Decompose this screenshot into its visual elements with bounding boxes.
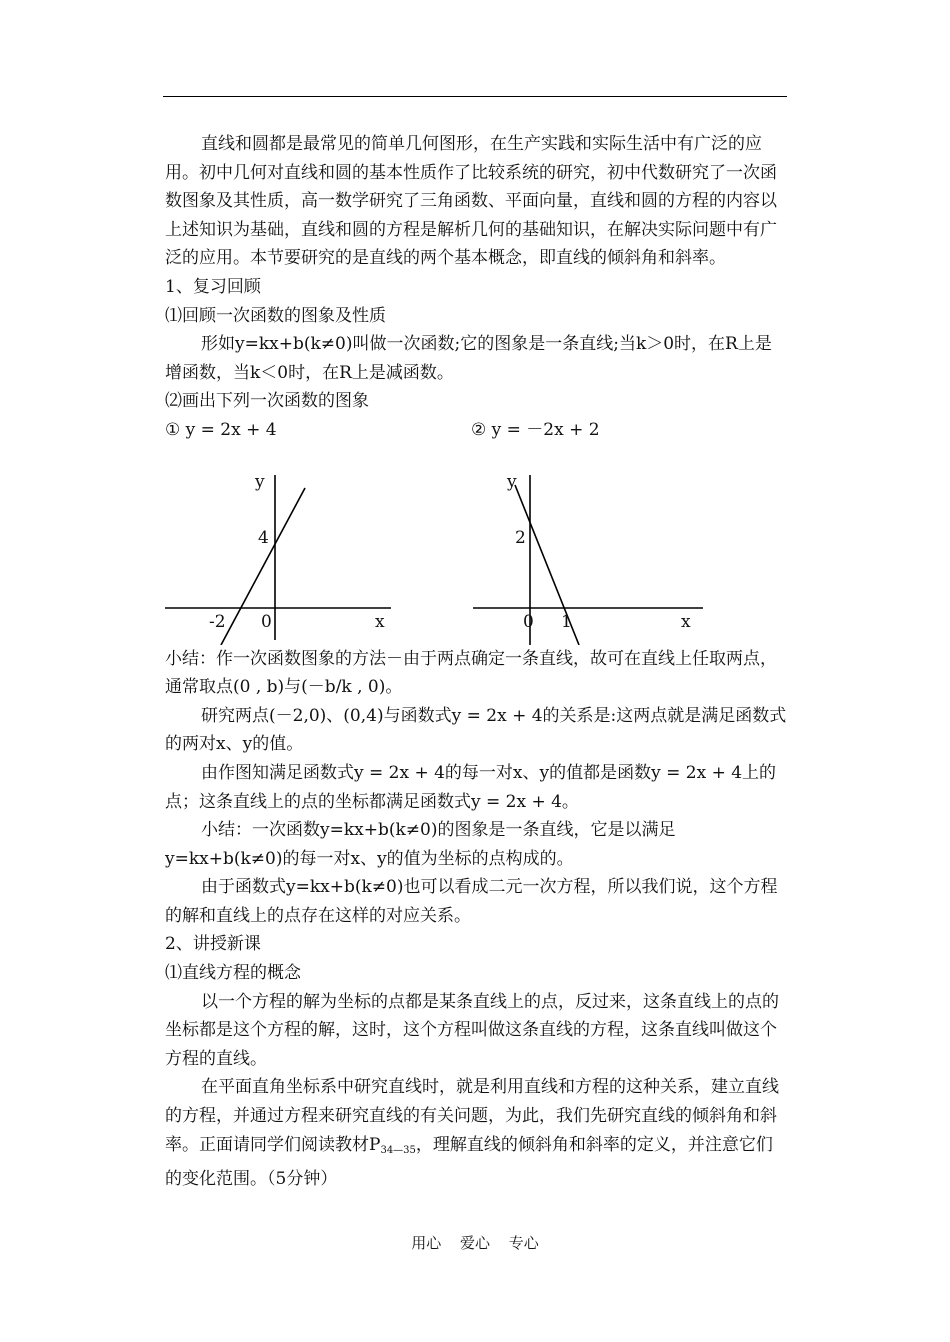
header-rule (163, 96, 787, 97)
graph1-origin: 0 (261, 611, 272, 632)
section1-paragraph-4: 由于函数式y=kx+b(k≠0)也可以看成二元一次方程，所以我们说，这个方程的解和直线上的点存在这样的对应关系。 (165, 877, 778, 926)
section1-paragraph-2: 由作图知满足函数式y = 2x + 4的每一对x、y的值都是函数y = 2x + 4上的点；这条直线上的点的坐标都满足函数式y = 2x + 4。 (165, 762, 777, 812)
graph2-y-intercept: 2 (515, 527, 526, 548)
section2-paragraph-2 (165, 1073, 787, 1193)
graph2-origin: 0 (523, 611, 534, 632)
textbook-page-range: 34—35 (380, 1144, 416, 1156)
graph2-y-label: y (507, 471, 517, 492)
section1-paragraph-1: 研究两点(－2,0)、(0,4)与函数式y = 2x + 4的关系是:这两点就是满足函数式的两对x、y的值。 (165, 705, 787, 755)
section2-paragraph-2b: ，理解直线的倾斜角和斜率的定义，并注意它们的变化范围。（5分钟） (165, 1134, 773, 1190)
graph2-x-intercept: 1 (561, 611, 572, 632)
graph1-y-intercept: 4 (258, 527, 269, 548)
equation-2: ② y = －2x + 2 (471, 419, 600, 440)
graph2-x-label: x (681, 611, 691, 632)
summary-1: 小结：作一次函数图象的方法－由于两点确定一条直线，故可在直线上任取两点，通常取点(0 , b)与(－b/k , 0)。 (165, 648, 777, 698)
section2-heading: 2、讲授新课 (165, 934, 261, 955)
graphs (165, 445, 787, 645)
section2-paragraph-1: 以一个方程的解为坐标的点都是某条直线上的点，反过来，这条直线上的点的坐标都是这个方程的解，这时，这个方程叫做这条直线的方程，这条直线叫做这个方程的直线。 (165, 991, 779, 1069)
section1-paragraph-3: 小结：一次函数y=kx+b(k≠0)的图象是一条直线，它是以满足y=kx+b(k≠0)的每一对x、y的值为坐标的点构成的。 (165, 820, 676, 869)
equation-row (165, 416, 787, 445)
graph-1 (165, 445, 405, 655)
section2-item1: ⑴直线方程的概念 (165, 963, 301, 984)
document-body (165, 130, 787, 1194)
section1-heading: 1、复习回顾 (165, 276, 261, 297)
section1-item1-text: 形如y=kx+b(k≠0)叫做一次函数;它的图象是一条直线;当k＞0时，在R上是增函数，当k＜0时，在R上是减函数。 (165, 334, 772, 383)
graph-2 (473, 445, 713, 655)
section1-item2: ⑵画出下列一次函数的图象 (165, 391, 369, 412)
intro-paragraph: 直线和圆都是最常见的简单几何图形，在生产实践和实际生活中有广泛的应用。初中几何对直线和圆的基本性质作了比较系统的研究，初中代数研究了一次函数图象及其性质，高一数学研究了三角函数、平面向量，直线和圆的方程的内容以上述知识为基础，直线和圆的方程是解析几何的基础知识，在解决实际问题中有广泛的应用。本节要研究的是直线的两个基本概念，即直线的倾斜角和斜率。 (165, 134, 777, 269)
graph1-x-label: x (375, 611, 385, 632)
page-footer: 用心 爱心 专心 (411, 1234, 539, 1252)
graph1-x-intercept: -2 (209, 611, 226, 632)
section1-item1: ⑴回顾一次函数的图象及性质 (165, 305, 386, 326)
equation-1: ① y = 2x + 4 (165, 419, 277, 440)
graph1-y-label: y (255, 471, 265, 492)
section2-paragraph-2a: 在平面直角坐标系中研究直线时，就是利用直线和方程的这种关系，建立直线的方程，并通过方程来研究直线的有关问题，为此，我们先研究直线的倾斜角和斜率。正面请同学们阅读教材P (165, 1077, 779, 1155)
